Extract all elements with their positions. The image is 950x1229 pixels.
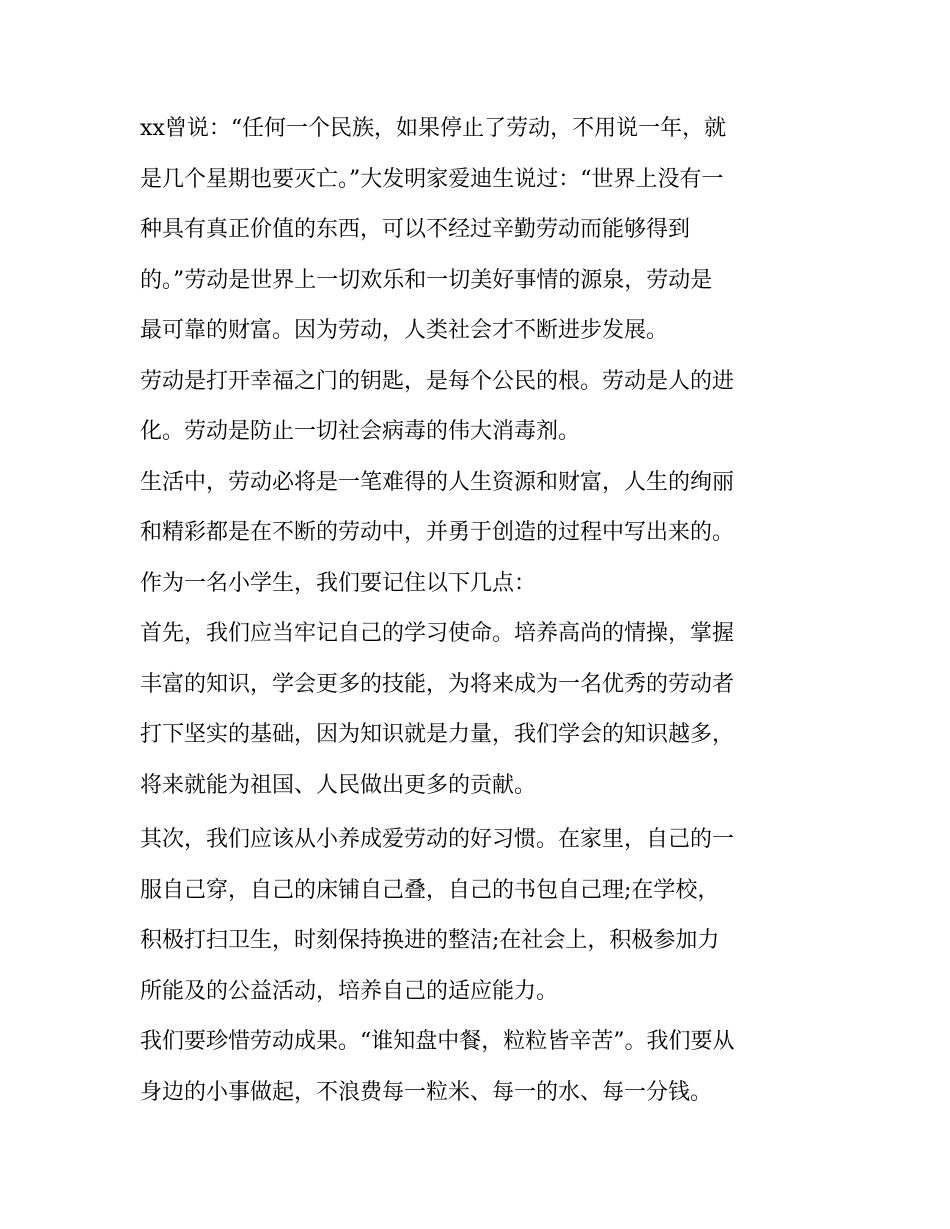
text-line: 劳动是打开幸福之门的钥匙，是每个公民的根。劳动是人的进 <box>140 369 735 394</box>
text-line: 所能及的公益活动，培养自己的适应能力。 <box>140 979 559 1004</box>
text-line: 种具有真正价值的东西，可以不经过辛勤劳动而能够得到 <box>140 217 691 242</box>
text-line: 打下坚实的基础，因为知识就是力量，我们学会的知识越多， <box>140 722 735 747</box>
text-line: 身边的小事做起，不浪费每一粒米、每一的水、每一分钱。 <box>140 1080 713 1105</box>
text-line: 服自己穿，自己的床铺自己叠，自己的书包自己理;在学校， <box>140 878 720 903</box>
text-line: 将来就能为祖国、人民做出更多的贡献。 <box>140 773 537 798</box>
text-line: 我们要珍惜劳动成果。“谁知盘中餐，粒粒皆辛苦”。我们要从 <box>140 1029 735 1054</box>
text-line: 和精彩都是在不断的劳动中，并勇于创造的过程中写出来的。 <box>140 520 735 545</box>
text-line: 是几个星期也要灭亡。”大发明家爱迪生说过：“世界上没有一 <box>140 167 724 192</box>
text-line: xx曾说：“任何一个民族，如果停止了劳动，不用说一年，就 <box>140 116 727 141</box>
text-line: 化。劳动是防止一切社会病毒的伟大消毒剂。 <box>140 419 581 444</box>
text-line: 其次，我们应该从小养成爱劳动的好习惯。在家里，自己的一 <box>140 827 735 852</box>
text-line: 首先，我们应当牢记自己的学习使命。培养高尚的情操，掌握 <box>140 621 735 646</box>
text-line: 积极打扫卫生，时刻保持换进的整洁;在社会上，积极参加力 <box>140 928 720 953</box>
text-line: 作为一名小学生，我们要记住以下几点： <box>140 571 537 596</box>
text-line: 的。”劳动是世界上一切欢乐和一切美好事情的源泉，劳动是 <box>140 268 713 293</box>
text-line: 丰富的知识，学会更多的技能，为将来成为一名优秀的劳动者 <box>140 672 735 697</box>
text-line: 最可靠的财富。因为劳动，人类社会才不断进步发展。 <box>140 318 669 343</box>
text-line: 生活中，劳动必将是一笔难得的人生资源和财富，人生的绚丽 <box>140 470 735 495</box>
